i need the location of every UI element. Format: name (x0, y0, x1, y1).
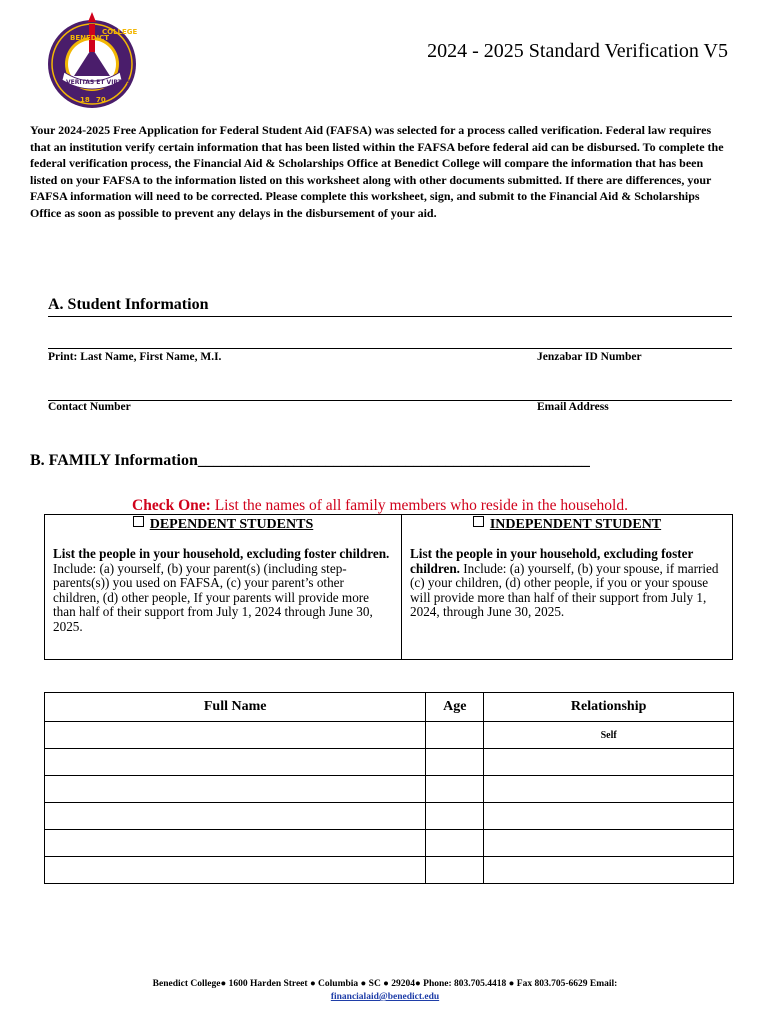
cell-full-name[interactable] (45, 857, 426, 884)
cell-age[interactable] (426, 857, 484, 884)
cell-relationship[interactable] (484, 749, 734, 776)
independent-heading (402, 516, 732, 533)
header-relationship: Relationship (484, 693, 734, 722)
document-title: 2024 - 2025 Standard Verification V5 (427, 40, 728, 62)
logo-year-left: 18 (80, 96, 90, 104)
header-age: Age (426, 693, 484, 722)
benedict-college-seal-logo (44, 10, 140, 112)
id-label: Jenzabar ID Number (537, 351, 642, 363)
independent-heading-text: INDEPENDENT STUDENT (489, 517, 662, 532)
contact-line (48, 400, 732, 401)
cell-full-name[interactable] (45, 830, 426, 857)
table-row (45, 830, 734, 857)
cell-relationship[interactable]: Self (484, 722, 734, 749)
logo-motto: VERITAS ET VIRTUS (66, 79, 132, 86)
dependent-text: Include: (a) yourself, (b) your parent(s) (including step-parents(s)) you used on FAFSA, (c) your parent’s other children, (d) other people, If your parents will provide more than half of their support from July 1, 2024 through June 30, 2025. (53, 560, 373, 634)
header-full-name: Full Name (45, 693, 426, 722)
intro-paragraph: Your 2024-2025 Free Application for Federal Student Aid (FAFSA) was selected for a process called verification. Federal law requires that an institution verify certain information that has been listed within the FAFSA before federal aid can be disbursed. To complete the federal verification process, the Financial Aid & Scholarships Office at Benedict College will compare the information that has been listed on your FAFSA to the information listed on this worksheet along with other documents submitted. If there are differences, your FAFSA information will need to be corrected. Please complete this worksheet, sign, and submit to the Financial Aid & Scholarships Office as soon as possible to prevent any delays in the disbursement of your aid. (30, 123, 724, 220)
cell-full-name[interactable] (45, 749, 426, 776)
table-row (45, 776, 734, 803)
student-status-box (44, 514, 733, 660)
cell-full-name[interactable] (45, 776, 426, 803)
cell-age[interactable] (426, 749, 484, 776)
cell-relationship[interactable] (484, 776, 734, 803)
independent-instructions (410, 547, 722, 620)
name-label: Print: Last Name, First Name, M.I. (48, 351, 222, 363)
dependent-lead: List the people in your household, excluding foster children. (53, 546, 390, 561)
independent-text: Include: (a) yourself, (b) your spouse, if married (c) your children, (d) other people, if you or your spouse will provide more than half of their support from July 1, 2024, through June 30, 2025. (410, 560, 719, 620)
cell-age[interactable] (426, 803, 484, 830)
cell-relationship[interactable] (484, 857, 734, 884)
logo-year-right: 70 (96, 96, 106, 104)
table-row (45, 857, 734, 884)
name-line (48, 348, 732, 349)
check-one-label: Check One: (132, 497, 211, 514)
logo-top-text: BENEDICT (70, 34, 110, 42)
section-b-title: B. FAMILY Information_________________________________________________ (30, 452, 590, 469)
check-one-instruction (30, 497, 730, 515)
dependent-instructions (53, 547, 391, 635)
cell-age[interactable] (426, 776, 484, 803)
dependent-column (45, 515, 402, 659)
cell-full-name[interactable] (45, 722, 426, 749)
cell-relationship[interactable] (484, 803, 734, 830)
table-header-row (45, 693, 734, 722)
cell-age[interactable] (426, 830, 484, 857)
dependent-checkbox[interactable] (133, 516, 144, 527)
logo-ring-text: COLLEGE (102, 28, 138, 36)
table-row (45, 803, 734, 830)
footer-email-link[interactable]: financialaid@benedict.edu (330, 992, 440, 1002)
footer-address: Benedict College● 1600 Harden Street ● Columbia ● SC ● 29204● Phone: 803.705.4418 ● Fax 803.705-6629 Email: (152, 979, 618, 989)
table-row (45, 722, 734, 749)
family-members-table (44, 692, 734, 884)
table-row (45, 749, 734, 776)
cell-full-name[interactable] (45, 803, 426, 830)
email-label: Email Address (537, 401, 609, 413)
cell-relationship[interactable] (484, 830, 734, 857)
section-a-title: A. Student Information (48, 296, 732, 317)
independent-column (402, 515, 732, 659)
check-one-text: List the names of all family members who reside in the household. (214, 497, 628, 514)
footer (30, 978, 740, 1004)
dependent-heading-text: DEPENDENT STUDENTS (149, 517, 314, 532)
independent-checkbox[interactable] (473, 516, 484, 527)
dependent-heading (45, 516, 401, 533)
independent-lead: List the people in your household, excluding foster children. (410, 546, 694, 576)
contact-label: Contact Number (48, 401, 131, 413)
cell-age[interactable] (426, 722, 484, 749)
